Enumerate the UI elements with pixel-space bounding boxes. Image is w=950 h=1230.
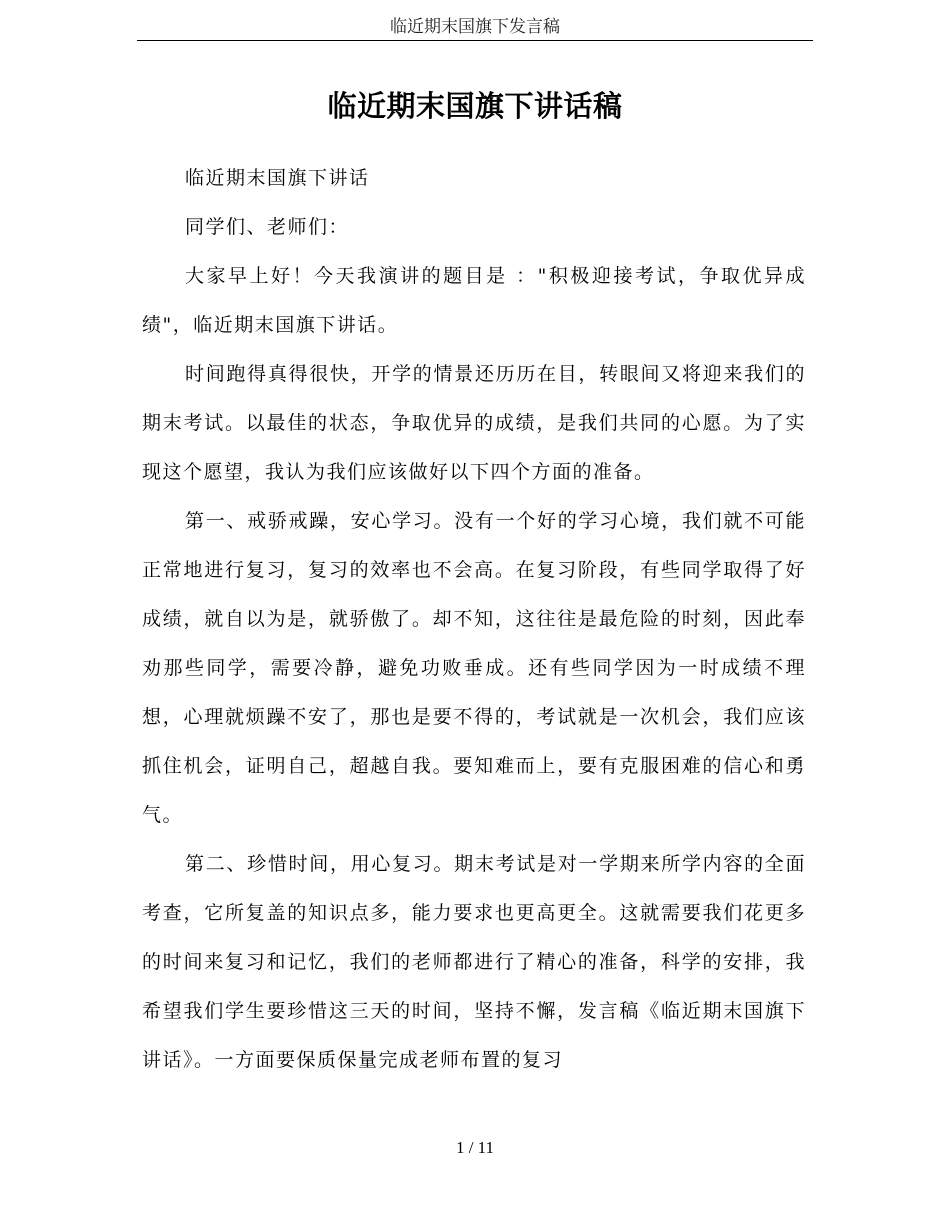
document-body <box>142 154 806 1085</box>
paragraph-intro: 时间跑得真得很快，开学的情景还历历在目，转眼间又将迎来我们的期末考试。以最佳的状态，争取优异的成绩，是我们共同的心愿。为了实现这个愿望，我认为我们应该做好以下四个方面的准备。 <box>142 363 806 483</box>
page-number: 1 / 11 <box>455 1138 495 1157</box>
header-divider <box>137 40 813 41</box>
paragraph-salutation: 同学们、老师们： <box>185 216 350 238</box>
running-header: 临近期末国旗下发言稿 <box>390 17 560 37</box>
paragraph-greeting: 大家早上好！今天我演讲的题目是 ："积极迎接考试，争取优异成绩"，临近期末国旗下讲话。 <box>142 265 806 336</box>
paragraph-point-two: 第二、珍惜时间，用心复习。期末考试是对一学期来所学内容的全面考查，它所复盖的知识点多，能力要求也更高更全。这就需要我们花更多的时间来复习和记忆，我们的老师都进行了精心的准备，科学的安排，我希望我们学生要珍惜这三天的时间，坚持不懈，发言稿《临近期末国旗下讲话》。一方面要保质保量完成老师布置的复习 <box>142 853 806 1071</box>
paragraph-point-one: 第一、戒骄戒躁，安心学习。没有一个好的学习心境，我们就不可能正常地进行复习，复习的效率也不会高。在复习阶段，有些同学取得了好成绩，就自以为是，就骄傲了。却不知，这往往是最危险的时刻，因此奉劝那些同学，需要冷静，避免功败垂成。还有些同学因为一时成绩不理想，心理就烦躁不安了，那也是要不得的，考试就是一次机会，我们应该抓住机会，证明自己，超越自我。要知难而上，要有克服困难的信心和勇气。 <box>142 510 806 826</box>
document-title: 临近期末国旗下讲话稿 <box>327 89 623 123</box>
paragraph-subtitle: 临近期末国旗下讲话 <box>185 167 370 189</box>
